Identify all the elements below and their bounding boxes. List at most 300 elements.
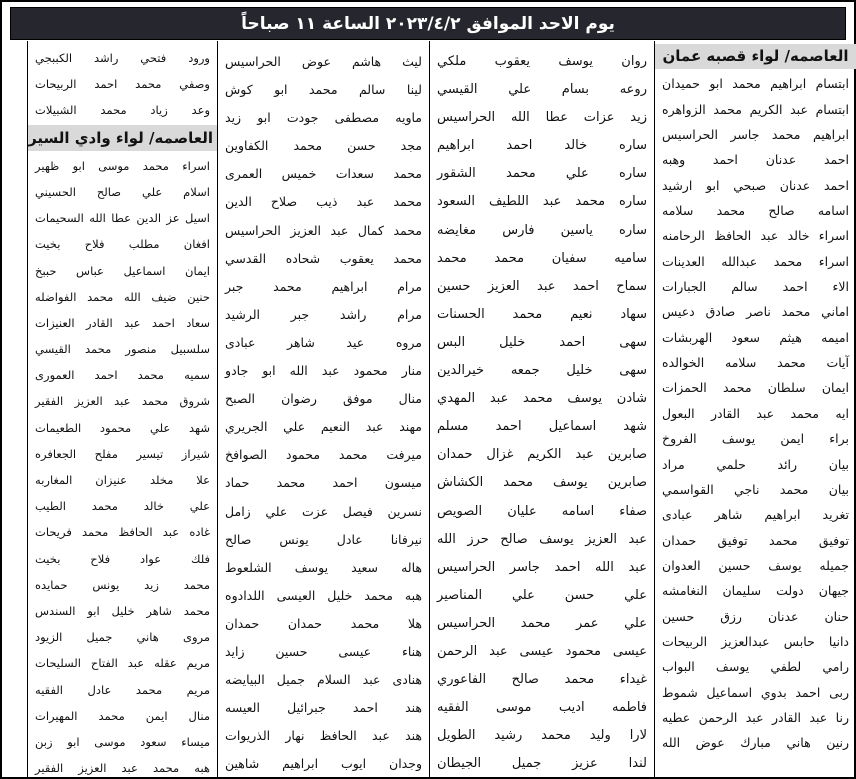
name-row	[218, 104, 429, 132]
name-word: ابراهيم	[770, 76, 807, 92]
name-word: غزال	[486, 447, 514, 463]
name-word: ياسين	[560, 222, 593, 238]
name-word: الكفاوين	[225, 138, 269, 154]
name-word: السندس	[35, 603, 76, 618]
name-word: ميساء	[181, 734, 210, 749]
name-word: الجبارات	[662, 279, 707, 295]
name-row	[218, 638, 429, 666]
name-word: هلا	[407, 615, 422, 631]
name-word: سميه	[184, 368, 210, 383]
name-word: احمد	[94, 368, 118, 383]
name-word: العمرى	[225, 166, 263, 182]
name-row	[28, 205, 217, 231]
name-word: الربيحات	[662, 633, 708, 649]
name-word: شادن	[616, 391, 647, 407]
name-word: عوض	[695, 735, 725, 751]
name-word: محمود	[353, 363, 388, 379]
name-word: الحسيني	[35, 184, 76, 199]
name-row	[655, 553, 856, 578]
name-word: احمد	[712, 152, 738, 168]
name-row	[28, 493, 217, 519]
name-word: خليل	[499, 334, 526, 350]
name-row	[218, 441, 429, 469]
name-word: ورود	[188, 51, 210, 65]
name-word: البيايضه	[225, 672, 265, 688]
name-row	[218, 188, 429, 216]
name-word: ايوب	[340, 756, 367, 772]
name-row	[430, 469, 654, 497]
name-row	[218, 217, 429, 245]
name-word: مبارك	[740, 735, 771, 751]
name-word: الهربشات	[662, 329, 713, 345]
name-word: عبد	[489, 391, 509, 407]
name-word: محمد	[575, 194, 606, 210]
name-word: عطيه	[662, 709, 691, 725]
name-word: يوسف	[558, 54, 593, 69]
name-word: احمد	[332, 475, 358, 491]
name-row	[655, 325, 856, 350]
name-row	[430, 329, 654, 357]
name-word: عبد	[790, 101, 808, 117]
name-word: نعيم	[570, 306, 593, 322]
name-word: العزيز	[585, 531, 618, 547]
name-word: محمد	[85, 342, 112, 357]
name-word: مرام	[397, 306, 422, 322]
name-word: الشقور	[437, 166, 476, 182]
name-word: علي	[624, 587, 647, 603]
name-word: مجد	[400, 138, 422, 154]
name-word: محمد	[98, 708, 125, 723]
name-word: محمد	[713, 101, 742, 117]
name-word: الرحمن	[698, 709, 738, 725]
name-word: السلام	[316, 672, 351, 688]
name-word: براء	[829, 431, 849, 447]
name-word: موسى	[94, 734, 126, 749]
name-word: اللطيف	[488, 194, 529, 210]
name-word: عبد	[760, 228, 779, 244]
name-word: تغريد	[822, 507, 849, 523]
name-row	[430, 750, 654, 777]
name-word: شيراز	[181, 446, 210, 461]
name-word: هاله	[401, 559, 422, 575]
name-word: عزات	[583, 110, 615, 126]
name-word: اماني	[821, 304, 849, 320]
name-word: نسرين	[387, 503, 422, 519]
name-word: شروق	[179, 394, 210, 409]
name-word: حرز	[467, 531, 489, 547]
name-word: احمد	[495, 419, 522, 435]
name-word: سهى	[619, 363, 647, 379]
name-row	[28, 153, 217, 179]
name-word: عبادى	[662, 507, 693, 523]
name-word: عوض	[301, 54, 331, 69]
name-word: حمدان	[662, 532, 697, 548]
name-word: الكببجي	[35, 51, 73, 65]
name-word: الحراسيس	[662, 127, 718, 143]
name-word: محمد	[142, 158, 169, 173]
name-word: حسين	[662, 608, 695, 624]
name-row	[655, 426, 856, 451]
name-word: مريم	[186, 682, 210, 697]
name-word: العزيز	[74, 394, 103, 409]
name-word: ماويه	[395, 110, 422, 126]
name-word: عمر	[576, 615, 599, 631]
name-word: القادر	[85, 315, 113, 330]
name-row	[430, 498, 654, 526]
name-word: احمد	[554, 559, 581, 575]
name-word: الفروخ	[662, 431, 697, 447]
name-word: شاهين	[225, 756, 260, 772]
name-word: ايه	[835, 405, 849, 421]
name-word: وجدان	[389, 756, 422, 772]
name-row	[28, 362, 217, 388]
name-row	[655, 654, 856, 679]
name-row	[218, 582, 429, 610]
name-word: عبد	[162, 525, 180, 540]
name-word: فلاح	[84, 237, 105, 252]
name-word: الفقيه	[437, 700, 469, 716]
name-word: احمد	[506, 138, 533, 154]
name-word: محمد	[437, 250, 467, 266]
name-word: عليان	[507, 503, 537, 519]
name-row	[218, 160, 429, 188]
name-word: ايمان	[821, 380, 849, 396]
name-row	[28, 45, 217, 71]
name-word: الحافظ	[118, 525, 153, 540]
name-row	[655, 350, 856, 375]
name-row	[655, 274, 856, 299]
name-word: عبد	[809, 709, 828, 725]
name-word: منال	[398, 391, 422, 407]
name-word: محمود	[565, 643, 601, 659]
name-word: ابراهيم	[282, 756, 319, 772]
name-word: محمود	[99, 420, 132, 435]
name-word: بيان	[828, 481, 849, 497]
name-word: محمد	[768, 532, 798, 548]
name-word: خالد	[143, 499, 164, 514]
name-row	[430, 722, 654, 750]
name-word: شهد	[189, 420, 210, 435]
name-word: رضوان	[281, 391, 317, 407]
name-word: شهد	[623, 419, 647, 435]
name-word: الصبح	[225, 391, 255, 407]
name-word: جودت	[286, 110, 319, 126]
name-word: احمد	[352, 700, 378, 716]
name-word: ابراهيم	[812, 127, 849, 143]
name-word: البواب	[662, 659, 695, 675]
name-word: محمد	[141, 394, 169, 409]
name-word: الاء	[832, 279, 849, 295]
name-word: سعيد	[351, 559, 378, 575]
name-word: الحسنات	[437, 306, 485, 322]
name-word: عبد	[365, 419, 384, 435]
name-word: نهار	[285, 728, 305, 744]
name-word: الذريوات	[225, 728, 271, 744]
name-row	[28, 179, 217, 205]
name-word: اسراء	[182, 158, 210, 173]
name-word: القادر	[771, 709, 801, 725]
name-word: العيسه	[225, 700, 260, 716]
name-word: الخوالده	[662, 355, 705, 371]
name-word: الله	[437, 531, 456, 547]
name-word: مسلم	[437, 419, 469, 435]
name-word: عباس	[76, 263, 104, 278]
name-word: محمد	[183, 603, 210, 618]
name-word: حببخ	[35, 263, 57, 278]
name-word: احمد	[795, 684, 821, 700]
name-word: الفاعوري	[437, 672, 487, 688]
name-word: الدين	[136, 211, 162, 226]
name-row	[430, 188, 654, 216]
name-word: عبد	[330, 222, 349, 238]
name-word: محمد	[87, 289, 114, 304]
name-word: صفاء	[619, 503, 647, 519]
name-row	[430, 160, 654, 188]
name-word: ناجي	[734, 481, 760, 497]
name-row	[218, 750, 429, 777]
name-word: عبد	[628, 559, 647, 575]
name-row	[430, 554, 654, 582]
name-word: توفيق	[717, 532, 748, 548]
name-word: ابو	[67, 734, 80, 749]
name-word: حابس	[783, 633, 815, 649]
empty-margin-column	[4, 41, 27, 777]
name-row	[655, 71, 856, 96]
name-word: الحراسيس	[225, 54, 281, 69]
name-row	[655, 477, 856, 502]
name-word: عيسى	[519, 643, 554, 659]
name-word: دعيس	[662, 304, 695, 320]
name-word: القواسمي	[662, 481, 714, 497]
name-word: عبد	[362, 672, 381, 688]
name-row	[430, 666, 654, 694]
name-row	[430, 273, 654, 301]
name-word: عبد	[756, 405, 775, 421]
name-word: الكريم	[749, 101, 783, 117]
name-word: مصطفى	[334, 110, 380, 126]
name-word: لارا	[629, 728, 647, 744]
name-row	[430, 217, 654, 245]
name-word: علي	[565, 166, 589, 182]
name-word: عدنان	[765, 152, 797, 168]
name-row	[655, 705, 856, 730]
name-word: رنا	[835, 709, 849, 725]
name-word: زياد	[150, 103, 168, 118]
name-row	[430, 610, 654, 638]
name-word: اسماعيل	[706, 684, 753, 700]
name-word: عبد	[575, 447, 594, 463]
name-word: جادو	[225, 363, 249, 379]
name-word: ساره	[619, 222, 647, 238]
name-word: محمد	[781, 304, 811, 320]
name-word: افغان	[183, 237, 210, 252]
name-word: غيداء	[619, 672, 647, 688]
name-word: عبد	[745, 709, 764, 725]
name-word: شاهر	[287, 334, 315, 350]
name-row	[28, 258, 217, 284]
name-word: يوسف	[294, 559, 329, 575]
name-word: علي	[189, 499, 210, 514]
name-word: ساميه	[614, 250, 647, 266]
name-word: الفقير	[35, 394, 64, 409]
name-row	[218, 413, 429, 441]
name-word: احمد	[824, 152, 849, 168]
name-word: راشد	[339, 306, 367, 322]
name-word: ساره	[619, 166, 647, 182]
name-word: عدنان	[767, 608, 799, 624]
name-row	[655, 249, 856, 274]
name-row	[655, 452, 856, 477]
name-word: القادر	[710, 405, 740, 421]
name-word: محمد	[564, 672, 595, 688]
name-word: العنيزات	[35, 315, 75, 330]
name-row	[430, 441, 654, 469]
name-word: وليد	[589, 728, 611, 744]
name-row	[28, 97, 217, 123]
name-word: مهند	[399, 419, 422, 435]
name-word: محمد	[91, 499, 118, 514]
names-column-wadi-alseer	[27, 41, 217, 777]
name-row	[28, 703, 217, 729]
name-word: اسراء	[818, 253, 849, 269]
name-word: محمد	[276, 475, 306, 491]
name-word: رائد	[777, 456, 798, 472]
name-word: محمد	[393, 166, 422, 182]
name-word: جميله	[819, 557, 849, 573]
name-word: سالم	[358, 82, 386, 98]
name-word: ميسون	[384, 475, 422, 491]
name-row	[655, 173, 856, 198]
name-word: محمد	[503, 475, 533, 491]
name-word: فتحي	[140, 51, 167, 65]
name-row	[218, 469, 429, 497]
name-word: رشيد	[494, 728, 523, 744]
name-word: جاسر	[509, 559, 540, 575]
name-word: شموط	[662, 684, 698, 700]
name-word: ابراهيم	[437, 138, 475, 154]
name-word: حلمي	[716, 456, 746, 472]
name-row	[430, 413, 654, 441]
name-word: محمد	[779, 481, 809, 497]
name-row	[218, 610, 429, 638]
name-word: فلاح	[90, 551, 111, 566]
name-word: محمد	[308, 82, 338, 98]
name-word: علي	[624, 615, 647, 631]
name-word: سعود	[140, 734, 167, 749]
name-word: المهدي	[437, 391, 476, 407]
name-row	[430, 526, 654, 554]
name-word: عواد	[139, 551, 162, 566]
name-word: هناء	[401, 643, 422, 659]
name-word: الله	[662, 735, 681, 751]
name-word: يونس	[92, 577, 120, 592]
name-word: ابو	[262, 363, 276, 379]
name-word: محمد	[773, 253, 803, 269]
name-word: كوش	[225, 82, 253, 98]
name-word: المغاربه	[35, 473, 73, 487]
name-word: ناصر	[746, 304, 771, 320]
name-word: الفقير	[35, 761, 64, 776]
name-word: حمايده	[35, 577, 68, 592]
name-row	[430, 301, 654, 329]
name-word: القيسي	[437, 82, 478, 98]
name-row	[28, 677, 217, 703]
name-word: العزيز	[487, 278, 520, 294]
name-word: احمد	[94, 77, 118, 92]
name-word: عادل	[336, 531, 363, 547]
name-word: سعدات	[335, 166, 375, 182]
name-row	[218, 722, 429, 750]
name-word: لطفي	[770, 659, 802, 675]
name-row	[655, 502, 856, 527]
name-word: اسيل	[184, 211, 210, 226]
name-word: خميس	[281, 166, 317, 182]
name-word: هند	[405, 700, 422, 716]
name-word: آيات	[826, 355, 849, 371]
name-word: عقله	[154, 656, 177, 671]
name-word: وهبه	[662, 152, 686, 168]
name-word: لندا	[628, 756, 647, 772]
name-word: الجريري	[225, 419, 268, 435]
name-row	[430, 132, 654, 160]
name-row	[218, 554, 429, 582]
name-word: ايمن	[780, 431, 805, 447]
name-word: اسلام	[183, 184, 210, 199]
name-word: زيد	[630, 110, 647, 126]
name-word: مفلح	[94, 446, 118, 461]
name-word: جبرائيل	[287, 700, 326, 716]
name-row	[218, 273, 429, 301]
name-word: محمد	[273, 278, 302, 294]
name-word: كمال	[357, 222, 384, 238]
name-word: خليل	[566, 363, 593, 379]
name-word: حميدان	[662, 76, 700, 92]
name-word: سعود	[731, 329, 761, 345]
name-word: دانيا	[828, 633, 849, 649]
name-word: عنيزان	[95, 473, 128, 487]
name-word: ابتسام	[815, 101, 849, 117]
name-word: الحافظ	[319, 728, 357, 744]
name-row	[28, 598, 217, 624]
name-word: يوسف	[567, 391, 603, 407]
name-word: الرحمن	[437, 643, 478, 659]
name-word: رامي	[822, 659, 849, 675]
name-word: محمد	[716, 203, 746, 219]
name-word: عبد	[121, 761, 138, 776]
name-word: ابو	[257, 110, 271, 126]
name-word: جيهان	[818, 583, 849, 599]
session-title: يوم الاحد الموافق ٢٠٢٣/٤/٢ الساعة ١١ صباحاً	[241, 13, 615, 34]
name-row	[28, 71, 217, 97]
name-word: جميل	[511, 756, 542, 772]
name-word: موسى	[496, 700, 532, 716]
name-word: ساره	[619, 138, 647, 154]
name-word: جبر	[225, 278, 244, 294]
name-word: شاهر	[146, 603, 172, 618]
columns-area	[4, 41, 852, 777]
name-word: محمد	[338, 447, 368, 463]
name-word: عبد	[127, 656, 145, 671]
name-word: وصفي	[179, 77, 210, 92]
name-word: محمد	[732, 76, 761, 92]
name-word: عبد	[628, 531, 647, 547]
name-word: سليمان	[722, 583, 762, 599]
name-word: الصوافخ	[225, 447, 268, 463]
name-word: سالم	[731, 279, 758, 295]
name-word: ابراهيم	[764, 507, 801, 523]
name-word: الشلعوط	[225, 559, 272, 575]
name-word: خليل	[111, 603, 135, 618]
